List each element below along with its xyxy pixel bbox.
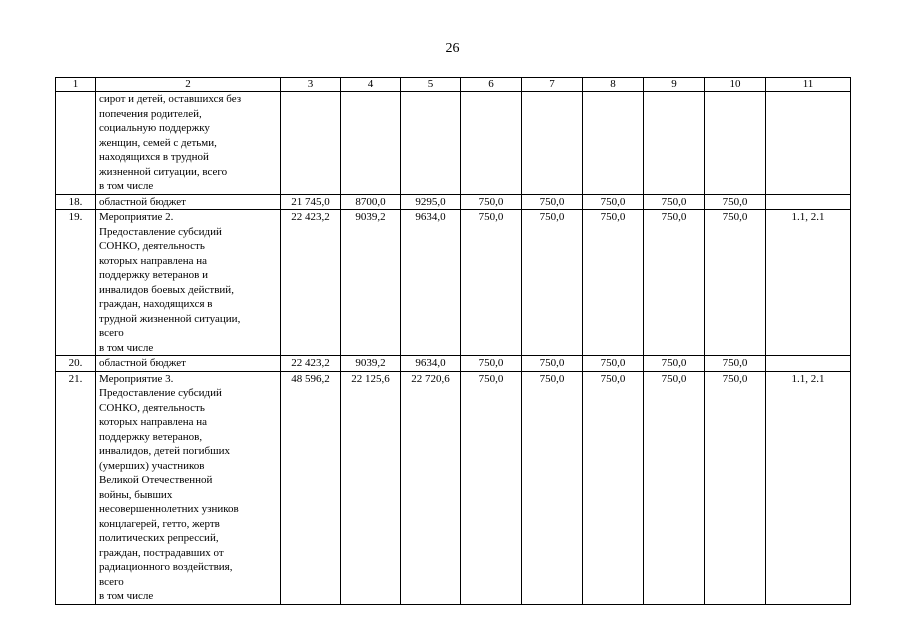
row-description-cell: сирот и детей, оставшихся без попечения родителей, социальную поддержку женщин, семей с детьми, находящихся в трудной жизненной ситуации, всего в том числе — [96, 92, 281, 195]
row-reference-cell: 1.1, 2.1 — [766, 371, 851, 604]
row-description-cell: областной бюджет — [96, 194, 281, 210]
row-value-cell: 9634,0 — [401, 210, 461, 356]
row-value-cell: 750,0 — [644, 356, 705, 372]
row-value-cell: 750,0 — [522, 194, 583, 210]
row-value-cell — [341, 92, 401, 195]
table-row — [56, 371, 851, 604]
row-value-cell: 750,0 — [522, 371, 583, 604]
row-description-cell: Мероприятие 2. Предоставление субсидий СОНКО, деятельность которых направлена на поддержку ветеранов и инвалидов боевых действий, граждан, находящихся в трудной жизненной ситуации, всего в том числе — [96, 210, 281, 356]
row-number-cell: 19. — [56, 210, 96, 356]
table-row — [56, 194, 851, 210]
row-reference-cell — [766, 92, 851, 195]
row-value-cell: 750,0 — [522, 356, 583, 372]
page-number: 26 — [445, 41, 460, 56]
row-value-cell: 9295,0 — [401, 194, 461, 210]
table-row — [56, 356, 851, 372]
row-value-cell: 750,0 — [644, 210, 705, 356]
row-reference-cell: 1.1, 2.1 — [766, 210, 851, 356]
row-value-cell — [705, 92, 766, 195]
table-header-row — [56, 78, 851, 92]
column-header: 11 — [766, 78, 851, 92]
row-number-cell: 21. — [56, 371, 96, 604]
table-body — [56, 78, 851, 605]
row-number-cell: 20. — [56, 356, 96, 372]
column-header: 6 — [461, 78, 522, 92]
row-value-cell: 750,0 — [644, 194, 705, 210]
column-header: 8 — [583, 78, 644, 92]
row-value-cell: 750,0 — [583, 371, 644, 604]
column-header: 10 — [705, 78, 766, 92]
table-row — [56, 92, 851, 195]
row-reference-cell — [766, 356, 851, 372]
row-value-cell — [522, 92, 583, 195]
row-value-cell: 750,0 — [644, 371, 705, 604]
row-value-cell — [401, 92, 461, 195]
row-value-cell: 22 720,6 — [401, 371, 461, 604]
row-value-cell: 750,0 — [705, 356, 766, 372]
row-value-cell: 750,0 — [705, 371, 766, 604]
row-description-cell: областной бюджет — [96, 356, 281, 372]
row-value-cell: 750,0 — [461, 356, 522, 372]
row-value-cell: 22 125,6 — [341, 371, 401, 604]
program-table — [55, 77, 851, 605]
row-number-cell — [56, 92, 96, 195]
row-description-cell: Мероприятие 3. Предоставление субсидий СОНКО, деятельность которых направлена на поддержку ветеранов, инвалидов, детей погибших (умерших) участников Великой Отечественной войны, бывших несовершеннолетних узников концлагерей, гетто, жертв политических репрессий, граждан, пострадавших от радиационного воздействия, всего в том числе — [96, 371, 281, 604]
column-header: 2 — [96, 78, 281, 92]
row-value-cell: 750,0 — [583, 210, 644, 356]
row-value-cell — [461, 92, 522, 195]
row-value-cell: 22 423,2 — [281, 356, 341, 372]
row-value-cell — [644, 92, 705, 195]
row-value-cell: 750,0 — [705, 194, 766, 210]
row-value-cell: 750,0 — [583, 194, 644, 210]
row-value-cell: 9039,2 — [341, 210, 401, 356]
row-value-cell — [583, 92, 644, 195]
row-reference-cell — [766, 194, 851, 210]
row-value-cell: 9039,2 — [341, 356, 401, 372]
row-value-cell: 750,0 — [522, 210, 583, 356]
column-header: 4 — [341, 78, 401, 92]
row-value-cell: 750,0 — [705, 210, 766, 356]
row-value-cell: 750,0 — [461, 371, 522, 604]
row-value-cell: 48 596,2 — [281, 371, 341, 604]
row-value-cell: 9634,0 — [401, 356, 461, 372]
row-value-cell: 750,0 — [461, 194, 522, 210]
row-value-cell: 22 423,2 — [281, 210, 341, 356]
column-header: 3 — [281, 78, 341, 92]
row-value-cell: 750,0 — [461, 210, 522, 356]
row-value-cell — [281, 92, 341, 195]
column-header: 5 — [401, 78, 461, 92]
row-value-cell: 21 745,0 — [281, 194, 341, 210]
row-number-cell: 18. — [56, 194, 96, 210]
row-value-cell: 8700,0 — [341, 194, 401, 210]
row-value-cell: 750,0 — [583, 356, 644, 372]
column-header: 9 — [644, 78, 705, 92]
column-header: 1 — [56, 78, 96, 92]
column-header: 7 — [522, 78, 583, 92]
table-row — [56, 210, 851, 356]
